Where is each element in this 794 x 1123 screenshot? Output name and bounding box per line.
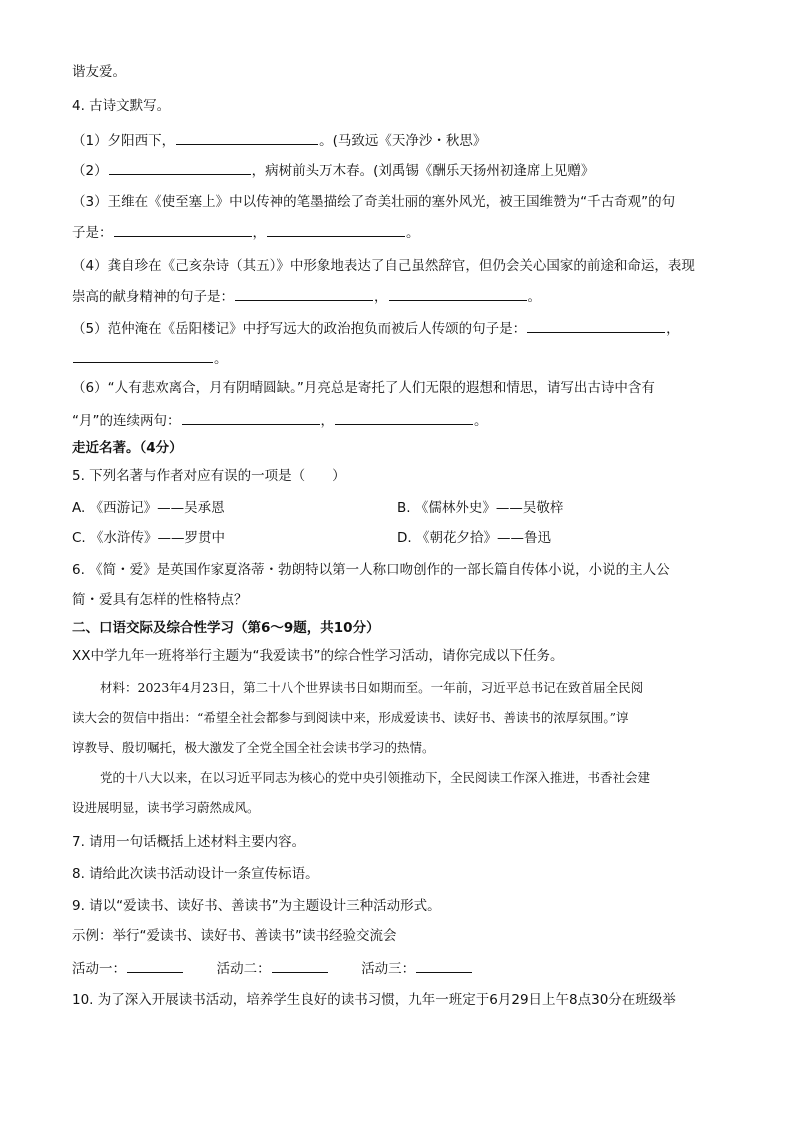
section-heading xyxy=(72,438,183,458)
text: 。(马致远《天净沙・秋思》 xyxy=(319,133,487,149)
text: 4. 古诗文默写。 xyxy=(72,98,171,114)
activity-2-blank[interactable] xyxy=(272,958,328,973)
question-7 xyxy=(72,832,305,852)
text: 8. 请给此次读书活动设计一条宣传标语。 xyxy=(72,866,319,882)
text: （5）范仲淹在《岳阳楼记》中抒写远大的政治抱负而被后人传颂的句子是： xyxy=(72,321,527,337)
question-10 xyxy=(72,990,676,1010)
text: （2） xyxy=(72,163,108,179)
text-line xyxy=(72,62,126,82)
text: D. 《朝花夕拾》——鲁迅 xyxy=(397,530,551,546)
text: ， xyxy=(252,225,266,241)
material-paragraph-1 xyxy=(100,678,643,698)
text: 二、口语交际及综合性学习（第6～9题，共10分） xyxy=(72,620,380,636)
material-paragraph-2 xyxy=(72,798,260,818)
answer-blank[interactable] xyxy=(335,410,473,425)
question-9 xyxy=(72,896,441,916)
question-4-4-answer xyxy=(72,286,541,307)
text: 示例：举行“爱读书、读好书、善读书”读书经验交流会 xyxy=(72,928,397,944)
answer-blank[interactable] xyxy=(235,286,373,301)
text: ， xyxy=(320,413,334,429)
text: 。 xyxy=(214,351,228,367)
question-4-5 xyxy=(72,318,680,339)
answer-blank[interactable] xyxy=(73,348,213,363)
text: 10. 为了深入开展读书活动，培养学生良好的读书习惯，九年一班定于6月29日上午8点30分在班级举 xyxy=(72,992,676,1008)
text: A. 《西游记》——吴承恩 xyxy=(72,500,225,516)
text: 7. 请用一句话概括上述材料主要内容。 xyxy=(72,834,306,850)
text: B. 《儒林外史》——吴敬梓 xyxy=(397,500,564,516)
question-6-cont xyxy=(72,590,248,610)
question-4-3-answer xyxy=(72,222,420,243)
text: 6. 《简・爱》是英国作家夏洛蒂・勃朗特以第一人称口吻创作的一部长篇自传体小说，小说的主人公 xyxy=(72,562,670,578)
option-c[interactable] xyxy=(72,528,225,548)
activity-3-label: 活动三： xyxy=(361,961,416,977)
text: 9. 请以“爱读书、读好书、善读书”为主题设计三种活动形式。 xyxy=(72,898,441,914)
text: 谆教导、殷切嘱托，极大激发了全党全国全社会读书学习的热情。 xyxy=(72,740,435,755)
text: 材料：2023年4月23日，第二十八个世界读书日如期而至。一年前，习近平总书记在致首届全民阅 xyxy=(100,680,644,695)
material-paragraph-1 xyxy=(72,738,435,758)
option-d[interactable] xyxy=(397,528,551,548)
text: 设进展明显，读书学习蔚然成风。 xyxy=(72,800,260,815)
text: （4）龚自珍在《己亥杂诗（其五）》中形象地表达了自己虽然辞官，但仍会关心国家的前途和命运，表现 xyxy=(72,258,695,274)
answer-blank[interactable] xyxy=(182,410,320,425)
activity-1-label: 活动一： xyxy=(72,961,126,977)
text: 。 xyxy=(527,289,541,305)
text: ，病树前头万木春。(刘禹锡《酬乐天扬州初逢席上见赠》 xyxy=(251,163,595,179)
text: XX中学九年一班将举行主题为“我爱读书”的综合性学习活动，请你完成以下任务。 xyxy=(72,648,564,664)
question-8 xyxy=(72,864,319,884)
text: 崇高的献身精神的句子是： xyxy=(72,289,234,305)
question-4-4 xyxy=(72,256,695,276)
question-4-2 xyxy=(72,160,594,181)
question-4-6 xyxy=(72,378,655,398)
question-5 xyxy=(72,466,346,486)
activity-row xyxy=(72,958,473,979)
text: 走近名著。（4分） xyxy=(72,440,183,456)
answer-blank[interactable] xyxy=(389,286,527,301)
answer-blank[interactable] xyxy=(267,222,405,237)
answer-blank[interactable] xyxy=(176,130,318,145)
text: “月”的连续两句： xyxy=(72,413,181,429)
question-4-title xyxy=(72,96,170,116)
text: 。 xyxy=(406,225,420,241)
task-intro xyxy=(72,646,563,666)
text: 读大会的贺信中指出：“希望全社会都参与到阅读中来，形成爱读书、读好书、善读书的浓厚氛围。”谆 xyxy=(72,710,629,725)
text: 简・爱具有怎样的性格特点？ xyxy=(72,592,248,608)
text: （6）“人有悲欢离合，月有阴晴圆缺。”月亮总是寄托了人们无限的遐想和情思，请写出古诗中含有 xyxy=(72,380,655,396)
text: ， xyxy=(666,321,680,337)
text: 谐友爱。 xyxy=(72,64,126,80)
text: （3）王维在《使至塞上》中以传神的笔墨描绘了奇美壮丽的塞外风光，被王国维赞为“千古奇观”的句 xyxy=(72,194,676,210)
text: 党的十八大以来，在以习近平同志为核心的党中央引领推动下，全民阅读工作深入推进，书香社会建 xyxy=(100,770,651,785)
question-4-6-answer xyxy=(72,410,488,431)
question-9-example xyxy=(72,926,397,946)
text: 子是： xyxy=(72,225,113,241)
option-a[interactable] xyxy=(72,498,225,518)
answer-blank[interactable] xyxy=(527,318,665,333)
answer-blank[interactable] xyxy=(114,222,252,237)
question-4-5-answer xyxy=(72,348,228,369)
text: 。 xyxy=(474,413,488,429)
activity-2-label: 活动二： xyxy=(216,961,271,977)
activity-1-blank[interactable] xyxy=(127,958,183,973)
option-b[interactable] xyxy=(397,498,563,518)
material-paragraph-1 xyxy=(72,708,629,728)
question-4-1 xyxy=(72,130,486,151)
answer-blank[interactable] xyxy=(109,160,251,175)
activity-3-blank[interactable] xyxy=(416,958,472,973)
section-two-heading xyxy=(72,618,380,638)
text: 5. 下列名著与作者对应有误的一项是（ ） xyxy=(72,468,346,484)
text: （1）夕阳西下， xyxy=(72,133,176,149)
question-4-3 xyxy=(72,192,675,212)
text: ， xyxy=(374,289,388,305)
question-6 xyxy=(72,560,670,580)
material-paragraph-2 xyxy=(100,768,650,788)
text: C. 《水浒传》——罗贯中 xyxy=(72,530,226,546)
